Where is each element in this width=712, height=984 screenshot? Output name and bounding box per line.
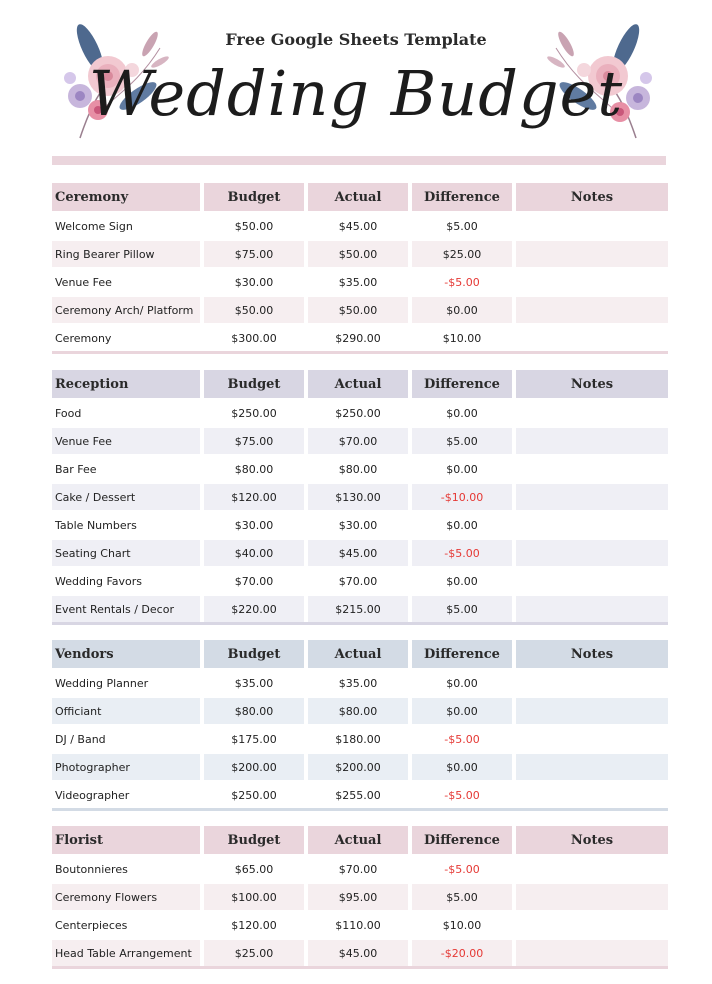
actual-cell[interactable]: $35.00 [308,267,412,295]
notes-cell[interactable] [516,426,668,454]
item-cell[interactable]: Event Rentals / Decor [52,594,204,622]
difference-cell[interactable]: $25.00 [412,239,516,267]
actual-cell[interactable]: $45.00 [308,538,412,566]
budget-cell[interactable]: $80.00 [204,454,308,482]
table-header-row [52,183,668,211]
item-cell[interactable]: Venue Fee [52,426,204,454]
notes-cell[interactable] [516,239,668,267]
difference-cell[interactable]: $0.00 [412,696,516,724]
difference-cell[interactable]: -$5.00 [412,780,516,808]
item-cell[interactable]: Venue Fee [52,267,204,295]
notes-cell[interactable] [516,882,668,910]
notes-cell[interactable] [516,323,668,351]
difference-cell[interactable]: $10.00 [412,323,516,351]
table-row [52,724,668,752]
notes-cell[interactable] [516,398,668,426]
notes-cell[interactable] [516,910,668,938]
vendors-table [52,640,668,811]
table-row [52,910,668,938]
budget-cell[interactable]: $70.00 [204,566,308,594]
section-title-reception: Reception [52,370,204,398]
notes-cell[interactable] [516,295,668,323]
budget-cell[interactable]: $35.00 [204,668,308,696]
notes-cell[interactable] [516,267,668,295]
ceremony-table [52,183,668,354]
notes-cell[interactable] [516,482,668,510]
budget-cell[interactable]: $80.00 [204,696,308,724]
notes-cell[interactable] [516,538,668,566]
item-cell[interactable]: Food [52,398,204,426]
table-row [52,696,668,724]
table-row [52,938,668,966]
item-cell[interactable]: Ring Bearer Pillow [52,239,204,267]
table-row [52,668,668,696]
notes-cell[interactable] [516,211,668,239]
notes-cell[interactable] [516,854,668,882]
column-header-actual: Actual [308,183,412,211]
item-cell[interactable]: Ceremony Arch/ Platform [52,295,204,323]
budget-cell[interactable]: $250.00 [204,398,308,426]
budget-cell[interactable]: $75.00 [204,239,308,267]
notes-cell[interactable] [516,668,668,696]
budget-cell[interactable]: $120.00 [204,482,308,510]
difference-cell[interactable]: -$20.00 [412,938,516,966]
column-header-difference: Difference [412,826,516,854]
column-header-budget: Budget [204,640,308,668]
difference-cell[interactable]: $0.00 [412,295,516,323]
table-row [52,323,668,351]
column-header-actual: Actual [308,826,412,854]
actual-cell[interactable]: $50.00 [308,239,412,267]
item-cell[interactable]: Wedding Favors [52,566,204,594]
table-row [52,454,668,482]
actual-cell[interactable]: $200.00 [308,752,412,780]
column-header-notes: Notes [516,640,668,668]
table-row [52,538,668,566]
budget-cell[interactable]: $30.00 [204,267,308,295]
difference-cell[interactable]: $0.00 [412,398,516,426]
budget-cell[interactable]: $300.00 [204,323,308,351]
notes-cell[interactable] [516,594,668,622]
notes-cell[interactable] [516,724,668,752]
column-header-budget: Budget [204,826,308,854]
item-cell[interactable]: Boutonnieres [52,854,204,882]
item-cell[interactable]: Cake / Dessert [52,482,204,510]
item-cell[interactable]: Officiant [52,696,204,724]
table-row [52,295,668,323]
notes-cell[interactable] [516,454,668,482]
item-cell[interactable]: Ceremony [52,323,204,351]
notes-cell[interactable] [516,566,668,594]
difference-cell[interactable]: $0.00 [412,668,516,696]
column-header-actual: Actual [308,370,412,398]
budget-cell[interactable]: $100.00 [204,882,308,910]
actual-cell[interactable]: $180.00 [308,724,412,752]
column-header-notes: Notes [516,183,668,211]
column-header-difference: Difference [412,183,516,211]
reception-table [52,370,668,625]
item-cell[interactable]: Seating Chart [52,538,204,566]
difference-cell[interactable]: -$5.00 [412,724,516,752]
difference-cell[interactable]: $0.00 [412,566,516,594]
actual-cell[interactable]: $70.00 [308,426,412,454]
difference-cell[interactable]: $5.00 [412,426,516,454]
column-header-difference: Difference [412,640,516,668]
budget-cell[interactable]: $250.00 [204,780,308,808]
difference-cell[interactable]: -$5.00 [412,538,516,566]
actual-cell[interactable]: $45.00 [308,211,412,239]
table-row [52,752,668,780]
actual-cell[interactable]: $80.00 [308,696,412,724]
budget-cell[interactable]: $50.00 [204,295,308,323]
budget-cell[interactable]: $220.00 [204,594,308,622]
difference-cell[interactable]: $0.00 [412,752,516,780]
notes-cell[interactable] [516,752,668,780]
column-header-notes: Notes [516,370,668,398]
item-cell[interactable]: DJ / Band [52,724,204,752]
budget-cell[interactable]: $65.00 [204,854,308,882]
actual-cell[interactable]: $110.00 [308,910,412,938]
item-cell[interactable]: Centerpieces [52,910,204,938]
notes-cell[interactable] [516,780,668,808]
item-cell[interactable]: Ceremony Flowers [52,882,204,910]
notes-cell[interactable] [516,938,668,966]
actual-cell[interactable]: $35.00 [308,668,412,696]
actual-cell[interactable]: $250.00 [308,398,412,426]
budget-cell[interactable]: $25.00 [204,938,308,966]
budget-cell[interactable]: $40.00 [204,538,308,566]
difference-cell[interactable]: $10.00 [412,910,516,938]
item-cell[interactable]: Wedding Planner [52,668,204,696]
actual-cell[interactable]: $95.00 [308,882,412,910]
difference-cell[interactable]: -$5.00 [412,854,516,882]
actual-cell[interactable]: $45.00 [308,938,412,966]
table-row [52,211,668,239]
item-cell[interactable]: Table Numbers [52,510,204,538]
table-row [52,854,668,882]
actual-cell[interactable]: $80.00 [308,454,412,482]
notes-cell[interactable] [516,696,668,724]
item-cell[interactable]: Head Table Arrangement [52,938,204,966]
notes-cell[interactable] [516,510,668,538]
column-header-actual: Actual [308,640,412,668]
column-header-difference: Difference [412,370,516,398]
template-subtitle: Free Google Sheets Template [225,30,487,49]
budget-cell[interactable]: $120.00 [204,910,308,938]
table-row [52,398,668,426]
difference-cell[interactable]: -$5.00 [412,267,516,295]
item-cell[interactable]: Photographer [52,752,204,780]
item-cell[interactable]: Welcome Sign [52,211,204,239]
table-row [52,780,668,808]
header-divider [52,156,666,165]
section-title-vendors: Vendors [52,640,204,668]
item-cell[interactable]: Videographer [52,780,204,808]
difference-cell[interactable]: $0.00 [412,454,516,482]
page-title: Wedding Budget [88,57,624,130]
budget-cell[interactable]: $50.00 [204,211,308,239]
table-row [52,566,668,594]
table-row [52,426,668,454]
column-header-notes: Notes [516,826,668,854]
difference-cell[interactable]: $5.00 [412,211,516,239]
section-title-florist: Florist [52,826,204,854]
table-row [52,510,668,538]
budget-cell[interactable]: $75.00 [204,426,308,454]
table-row [52,482,668,510]
item-cell[interactable]: Bar Fee [52,454,204,482]
actual-cell[interactable]: $130.00 [308,482,412,510]
florist-table [52,826,668,969]
budget-cell[interactable]: $30.00 [204,510,308,538]
difference-cell[interactable]: $5.00 [412,882,516,910]
actual-cell[interactable]: $70.00 [308,566,412,594]
actual-cell[interactable]: $215.00 [308,594,412,622]
actual-cell[interactable]: $290.00 [308,323,412,351]
column-header-budget: Budget [204,370,308,398]
table-row [52,239,668,267]
actual-cell[interactable]: $70.00 [308,854,412,882]
table-header-row [52,370,668,398]
table-row [52,882,668,910]
table-row [52,594,668,622]
actual-cell[interactable]: $50.00 [308,295,412,323]
section-title-ceremony: Ceremony [52,183,204,211]
actual-cell[interactable]: $30.00 [308,510,412,538]
table-row [52,267,668,295]
budget-cell[interactable]: $200.00 [204,752,308,780]
actual-cell[interactable]: $255.00 [308,780,412,808]
difference-cell[interactable]: $0.00 [412,510,516,538]
difference-cell[interactable]: -$10.00 [412,482,516,510]
table-header-row [52,640,668,668]
budget-cell[interactable]: $175.00 [204,724,308,752]
difference-cell[interactable]: $5.00 [412,594,516,622]
table-header-row [52,826,668,854]
column-header-budget: Budget [204,183,308,211]
